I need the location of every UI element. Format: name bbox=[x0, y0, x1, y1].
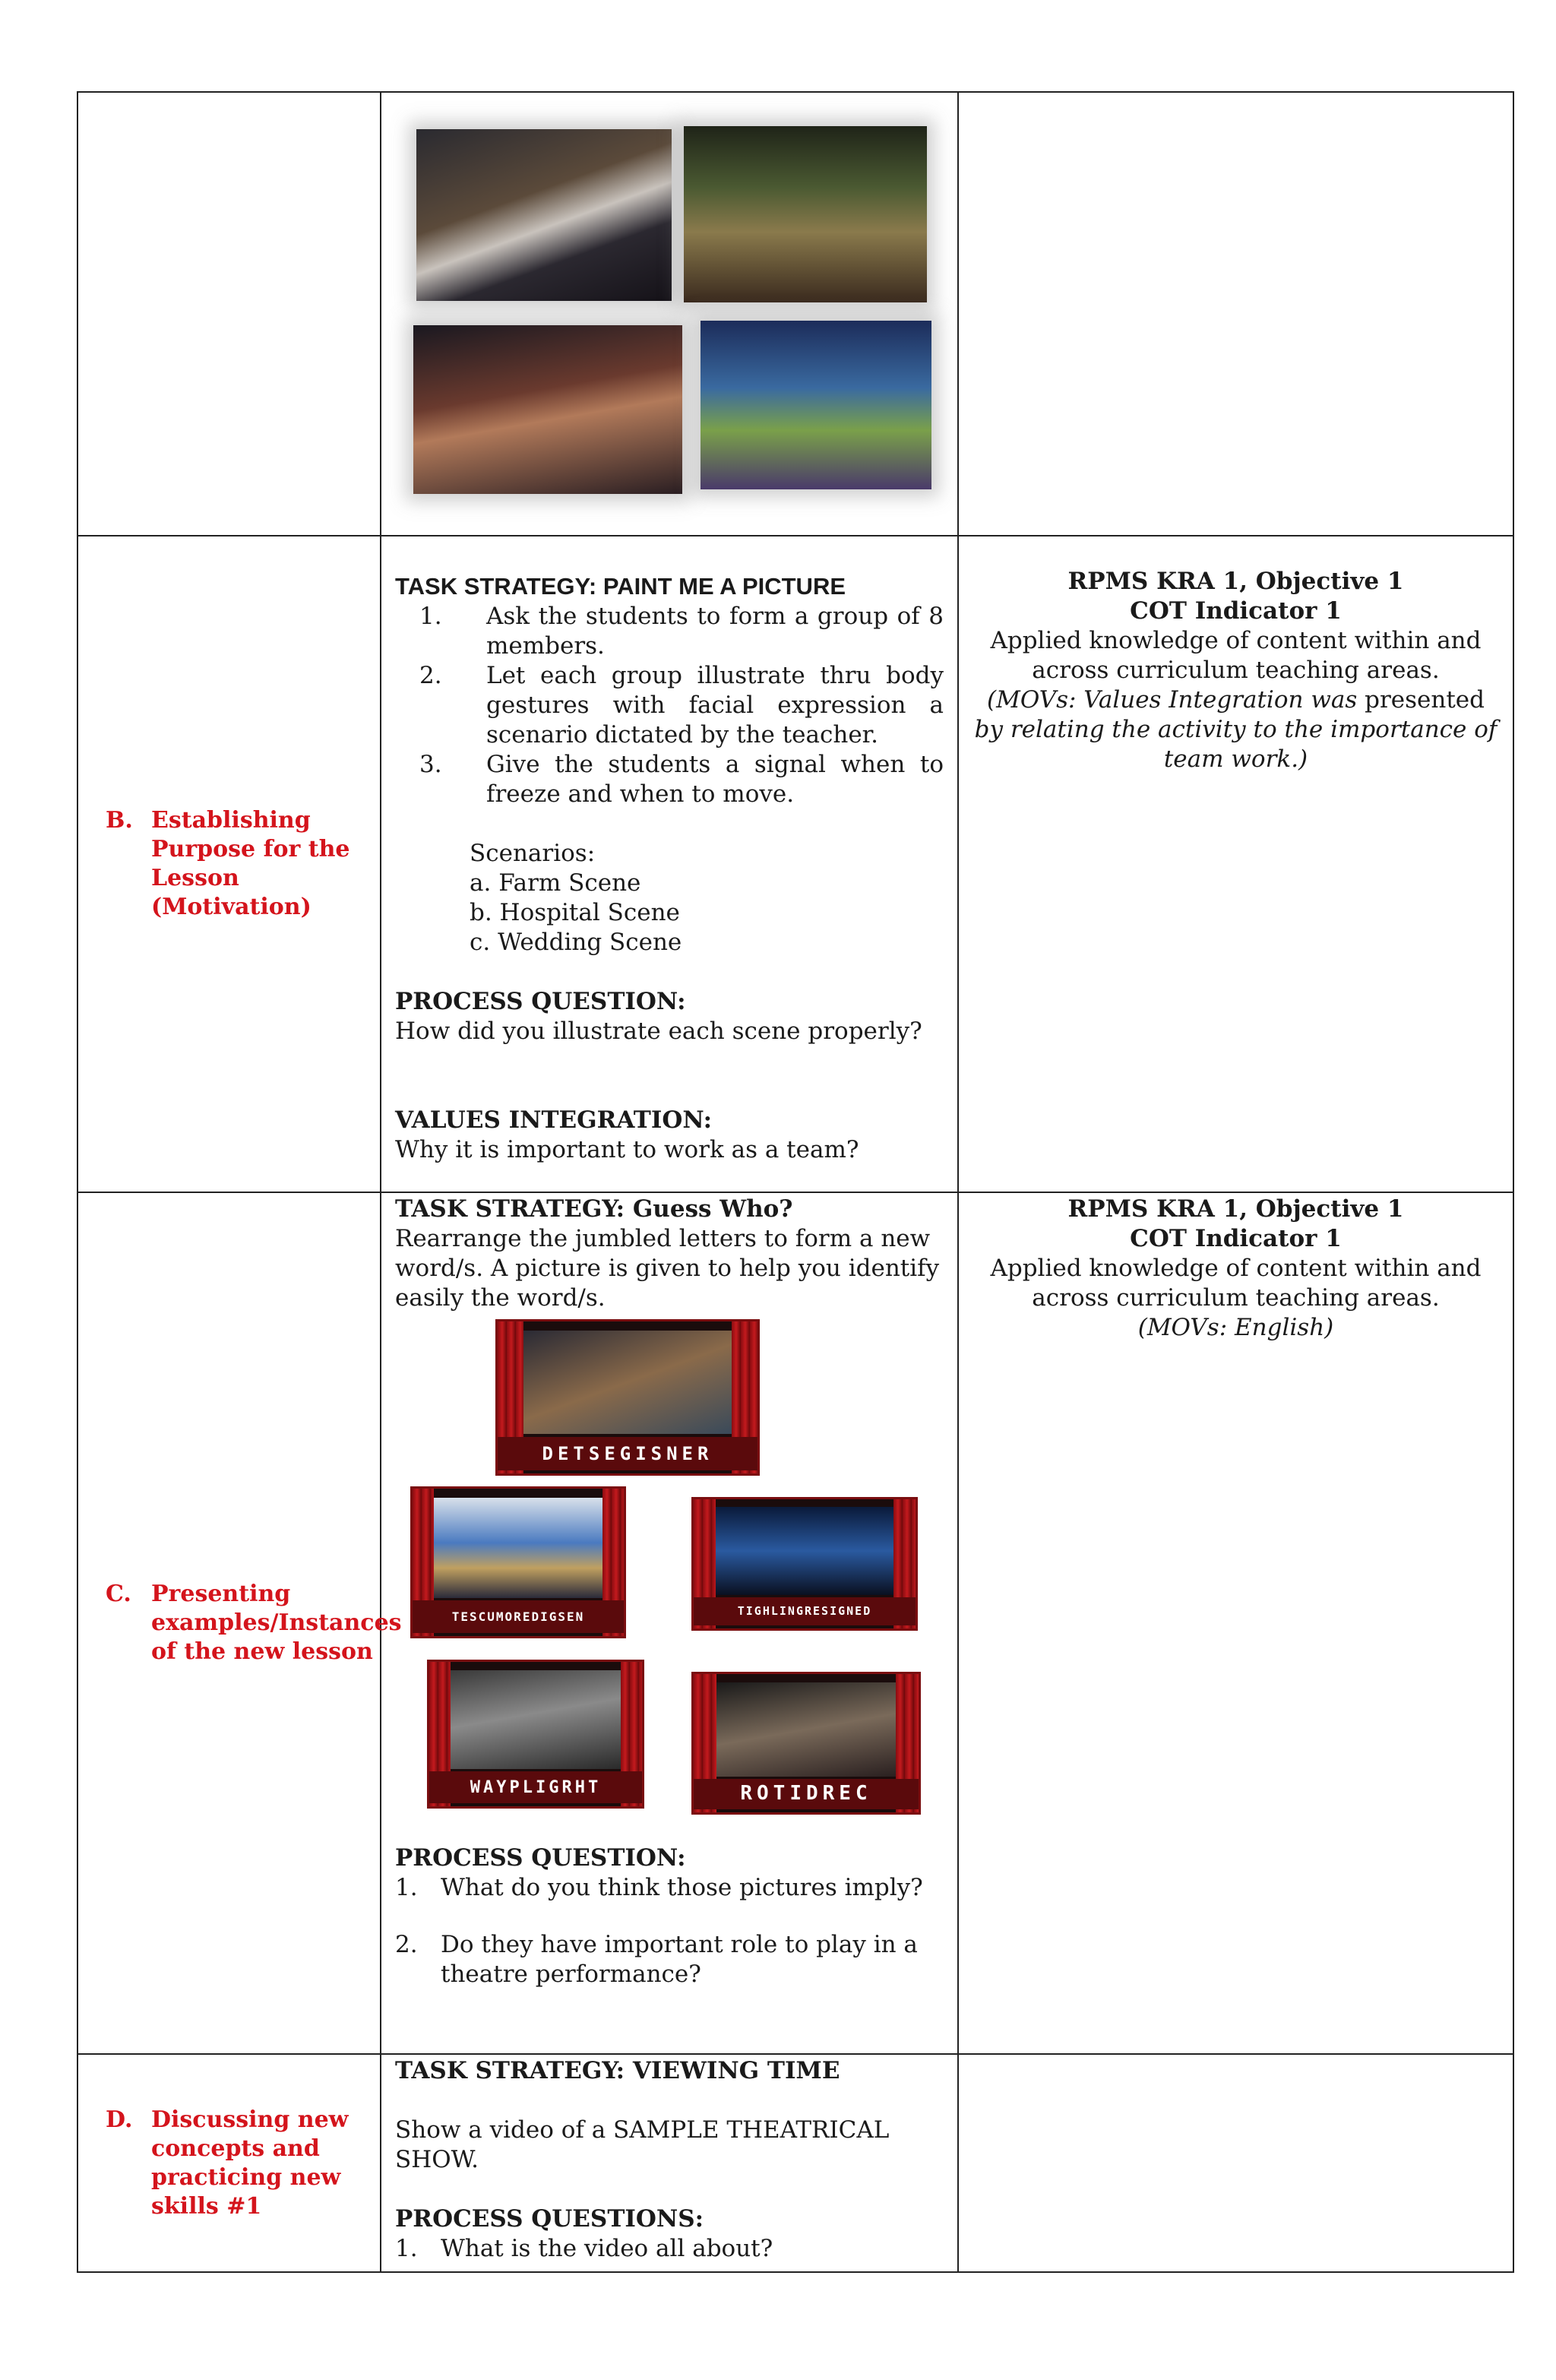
row-d-label-cell bbox=[77, 2054, 381, 2272]
scenario-item: a. Farm Scene bbox=[470, 869, 641, 897]
applied-knowledge-text: Applied knowledge of content within and across curriculum teaching areas. bbox=[990, 627, 1482, 684]
row-a-notes-cell bbox=[958, 92, 1513, 536]
values-integration-text: Why it is important to work as a team? bbox=[395, 1136, 859, 1163]
list-item: 1. Ask the students to form a group of 8 members. bbox=[419, 603, 944, 660]
section-letter: D. bbox=[106, 2106, 133, 2133]
row-b bbox=[77, 536, 1513, 1192]
row-c-notes-cell bbox=[958, 1192, 1513, 2054]
row-b-notes-cell bbox=[958, 536, 1513, 1192]
section-letter: C. bbox=[106, 1581, 131, 1607]
stage-costume-photo bbox=[684, 126, 927, 302]
list-item: 2. Do they have important role to play in a theatre performance? bbox=[395, 1931, 918, 1988]
applied-knowledge-text: Applied knowledge of content within and across curriculum teaching areas. bbox=[990, 1255, 1482, 1312]
task-strategy-heading: TASK STRATEGY: PAINT ME A PICTURE bbox=[395, 573, 846, 600]
cot-indicator: COT Indicator 1 bbox=[1130, 1225, 1342, 1252]
list-item: 3. Give the students a signal when to freeze and when to move. bbox=[419, 751, 944, 808]
process-question-heading: PROCESS QUESTION: bbox=[395, 988, 686, 1015]
task-strategy-heading: TASK STRATEGY: VIEWING TIME bbox=[395, 2057, 840, 2084]
process-question-heading: PROCESS QUESTION: bbox=[395, 1844, 686, 1872]
task-instructions: Rearrange the jumbled letters to form a new word/s. A picture is given to help you identify easily the word/s. bbox=[395, 1225, 940, 1312]
theatre-ensemble-photo bbox=[413, 325, 682, 494]
ballroom-dance-photo bbox=[416, 129, 672, 301]
questions-list bbox=[395, 2234, 944, 2264]
questions-list bbox=[395, 1873, 944, 1989]
task-strategy-heading: TASK STRATEGY: Guess Who? bbox=[395, 1195, 793, 1223]
row-c-label-cell bbox=[77, 1192, 402, 2054]
stage-performance-photo bbox=[701, 321, 931, 489]
scenarios-title: Scenarios: bbox=[470, 840, 596, 867]
section-letter: B. bbox=[106, 807, 133, 834]
scenario-item: b. Hospital Scene bbox=[470, 899, 680, 926]
list-item: 2. Let each group illustrate thru body gestures with facial expression a scenario dictated by the teacher. bbox=[419, 662, 944, 748]
movs-text: (MOVs: Values Integration was presented by relating the activity to the importance of team work.) bbox=[974, 686, 1497, 773]
row-d-content-cell bbox=[381, 2054, 958, 2272]
word-card: DETSEGISNER bbox=[495, 1319, 760, 1476]
row-a-label-cell bbox=[77, 92, 381, 536]
row-d bbox=[77, 2054, 1513, 2272]
section-label-b bbox=[92, 806, 366, 922]
row-a bbox=[77, 92, 1513, 536]
word-card: TESCUMOREDIGSEN bbox=[410, 1486, 626, 1638]
jumbled-word-cards bbox=[395, 1319, 944, 1844]
cot-indicator: COT Indicator 1 bbox=[1130, 597, 1342, 625]
list-item: 1. What is the video all about? bbox=[395, 2235, 773, 2262]
section-title: Presenting examples/Instances of the new lesson bbox=[151, 1581, 402, 1665]
scenario-item: c. Wedding Scene bbox=[470, 929, 682, 956]
rpms-label: RPMS KRA 1, Objective 1 bbox=[1067, 1195, 1404, 1223]
word-card: TIGHLINGRESIGNED bbox=[691, 1497, 918, 1631]
row-b-label-cell bbox=[77, 536, 381, 1192]
process-questions-heading: PROCESS QUESTIONS: bbox=[395, 2205, 704, 2233]
word-card: ROTIDREC bbox=[691, 1672, 921, 1815]
row-c-content-cell bbox=[381, 1192, 958, 2054]
lesson-plan-table bbox=[77, 91, 1514, 2273]
word-card: WAYPLIGRHT bbox=[427, 1660, 644, 1809]
row-a-content-cell bbox=[381, 92, 958, 536]
process-question-text: How did you illustrate each scene properly? bbox=[395, 1018, 922, 1045]
list-item: 1. What do you think those pictures imply? bbox=[395, 1874, 923, 1901]
task-instructions: Show a video of a SAMPLE THEATRICAL SHOW. bbox=[395, 2116, 890, 2173]
values-integration-heading: VALUES INTEGRATION: bbox=[395, 1106, 713, 1134]
movs-text: (MOVs: English) bbox=[1137, 1314, 1334, 1341]
section-title: Establishing Purpose for the Lesson (Motivation) bbox=[151, 807, 350, 920]
rpms-label: RPMS KRA 1, Objective 1 bbox=[1067, 568, 1404, 595]
section-label-d bbox=[92, 2106, 366, 2221]
section-label-c bbox=[92, 1580, 402, 1666]
steps-list bbox=[395, 602, 944, 809]
row-b-content-cell bbox=[381, 536, 958, 1192]
section-title: Discussing new concepts and practicing new skills #1 bbox=[151, 2106, 349, 2220]
row-c bbox=[77, 1192, 1513, 2054]
row-d-notes-cell bbox=[958, 2054, 1513, 2272]
